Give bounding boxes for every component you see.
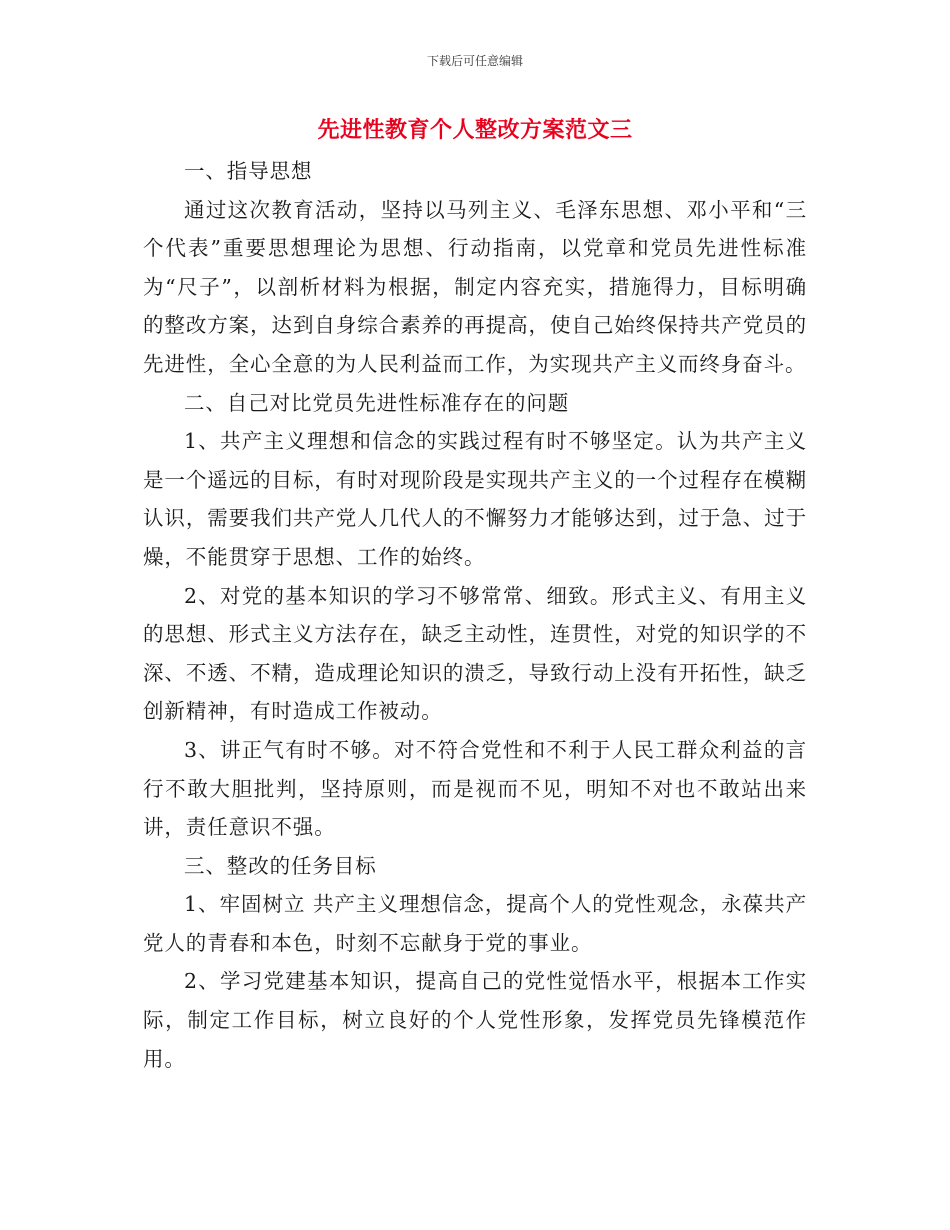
paragraph-problem-1: 1、共产主义理想和信念的实践过程有时不够坚定。认为共产主义是一个遥远的目标，有时对现阶段是实现共产主义的一个过程存在模糊认识，需要我们共产党人几代人的不懈努力才能够达到，过于急、过于燥，不能贯穿于思想、工作的始终。 [143, 429, 807, 569]
paragraph-goal-1: 1、牢固树立 共产主义理想信念，提高个人的党性观念，永葆共产党人的青春和本色，时刻不忘献身于党的事业。 [143, 892, 807, 955]
paragraph-goal-2: 2、学习党建基本知识，提高自己的党性觉悟水平，根据本工作实际，制定工作目标，树立良好的个人党性形象，发挥党员先锋模范作用。 [143, 969, 807, 1071]
document-title: 先进性教育个人整改方案范文三 [317, 118, 633, 143]
paragraph-problem-2: 2、对党的基本知识的学习不够常常、细致。形式主义、有用主义的思想、形式主义方法存在，缺乏主动性，连贯性，对党的知识学的不深、不透、不精，造成理论知识的溃乏，导致行动上没有开拓性，缺乏创新精神，有时造成工作被动。 [143, 583, 807, 724]
page-header: 下载后可任意编辑 [426, 54, 523, 68]
paragraph-problem-3: 3、讲正气有时不够。对不符合党性和不利于人民工群众利益的言行不敢大胆批判，坚持原则，而是视而不见，明知不对也不敢站出来讲，责任意识不强。 [143, 737, 807, 840]
section-heading-guiding-thought: 一、指导思想 [184, 159, 313, 183]
section-heading-problems: 二、自己对比党员先进性标准存在的问题 [184, 390, 570, 415]
paragraph-guiding-thought: 通过这次教育活动，坚持以马列主义、毛泽东思想、邓小平和“三个代表”重要思想理论为思想、行动指南，以党章和党员先进性标准为“尺子”，以剖析材料为根据，制定内容充实，措施得力，目标明确的整改方案，达到自身综合素养的再提高，使自己始终保持共产党员的先进性，全心全意的为人民利益而工作，为实现共产主义而终身奋斗。 [143, 197, 807, 376]
document-body [143, 152, 807, 1078]
section-heading-goals: 三、整改的任务目标 [184, 853, 377, 878]
